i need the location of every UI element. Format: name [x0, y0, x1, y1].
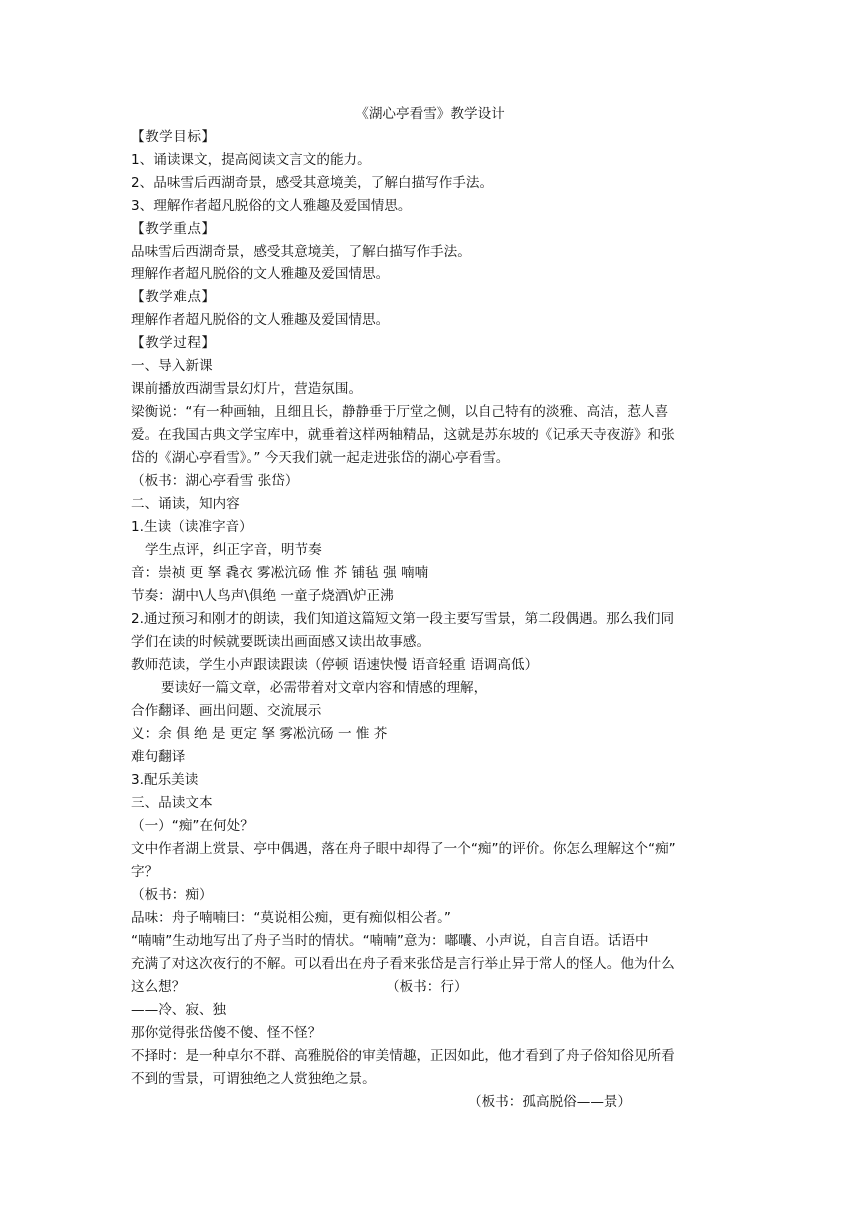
paragraph-line: 要读好一篇文章，必需带着对文章内容和情感的理解， [161, 680, 488, 696]
paragraph-line: 充满了对这次夜行的不解。可以看出在舟子看来张岱是言行举止异于常人的怪人。他为什么 [131, 956, 675, 972]
rhythm-list: 节奏：湖中\人鸟声\俱绝 一童子烧酒\炉正沸 [131, 588, 394, 604]
objective-item: 2、品味雪后西湖奇景，感受其意境美，了解白描写作手法。 [131, 175, 494, 191]
paragraph-line: 不择时：是一种卓尔不群、高雅脱俗的审美情趣，正因如此，他才看到了舟子俗知俗见所看 [131, 1048, 675, 1064]
board-note: （板书：孤高脱俗——景） [468, 1094, 632, 1110]
board-note: （板书：痴） [131, 887, 213, 903]
difficulty-item: 理解作者超凡脱俗的文人雅趣及爱国情思。 [131, 312, 390, 328]
objectives-heading: 【教学目标】 [131, 129, 216, 145]
section-title: 二、诵读，知内容 [131, 496, 240, 512]
paragraph-line: 不到的雪景，可谓独绝之人赏独绝之景。 [131, 1071, 376, 1087]
paragraph-line: 梁衡说：“有一种画轴，且细且长，静静垂于厅堂之侧，以自己特有的淡雅、高洁，惹人喜 [131, 404, 669, 420]
paragraph-line: 这么想？ [131, 979, 186, 995]
paragraph-line: 品味：舟子喃喃曰：“莫说相公痴，更有痴似相公者。” [131, 910, 451, 926]
paragraph-line: 学生点评，纠正字音，明节奏 [145, 542, 322, 558]
key-points-heading: 【教学重点】 [131, 221, 216, 237]
page-title: 《湖心亭看雪》教学设计 [355, 106, 505, 122]
paragraph-line: 教师范读，学生小声跟读跟读（停顿 语速快慢 语音轻重 语调高低） [131, 657, 539, 673]
paragraph-line: 岱的《湖心亭看雪》。” 今天我们就一起走进张岱的湖心亭看雪。 [131, 450, 510, 466]
subsection-title: 3.配乐美读 [131, 772, 199, 788]
paragraph-line: 难句翻译 [131, 749, 186, 765]
paragraph-line: 字？ [131, 864, 159, 880]
board-note: （板书：行） [386, 979, 468, 995]
paragraph-line: ——冷、寂、独 [131, 1002, 227, 1018]
paragraph-line: 爱。在我国古典文学宝库中，就垂着这样两轴精品，这就是苏东坡的《记承天寺夜游》和张 [131, 427, 675, 443]
paragraph-line: 文中作者湖上赏景、亭中偶遇，落在舟子眼中却得了一个“痴”的评价。你怎么理解这个“痴” [131, 841, 676, 857]
section-title: 三、品读文本 [131, 795, 213, 811]
subsection-title: 1.生读（读准字音） [131, 519, 253, 535]
pronunciation-list: 音：崇祯 更 拏 毳衣 雾凇沆砀 惟 芥 铺毡 强 喃喃 [131, 565, 429, 581]
paragraph-line: 学们在读的时候就要既读出画面感又读出故事感。 [131, 634, 431, 650]
paragraph-line: 课前播放西湖雪景幻灯片，营造氛围。 [131, 381, 363, 397]
process-heading: 【教学过程】 [131, 335, 216, 351]
paragraph-line: 合作翻译、画出问题、交流展示 [131, 703, 322, 719]
meaning-list: 义：余 俱 绝 是 更定 拏 雾凇沆砀 一 惟 芥 [131, 726, 388, 742]
section-title: 一、导入新课 [131, 358, 213, 374]
objective-item: 3、理解作者超凡脱俗的文人雅趣及爱国情思。 [131, 198, 412, 214]
difficulties-heading: 【教学难点】 [131, 289, 216, 305]
key-point-item: 理解作者超凡脱俗的文人雅趣及爱国情思。 [131, 266, 390, 282]
paragraph-line: 那你觉得张岱傻不傻、怪不怪？ [131, 1025, 322, 1041]
paragraph-line: “喃喃”生动地写出了舟子当时的情状。“喃喃”意为：嘟囔、小声说，自言自语。话语中 [131, 933, 649, 949]
objective-item: 1、诵读课文，提高阅读文言文的能力。 [131, 152, 371, 168]
question-title: （一）“痴”在何处？ [131, 818, 254, 834]
board-note: （板书：湖心亭看雪 张岱） [131, 473, 299, 489]
paragraph-line: 2.通过预习和刚才的朗读，我们知道这篇短文第一段主要写雪景，第二段偶遇。那么我们同 [131, 611, 675, 627]
key-point-item: 品味雪后西湖奇景，感受其意境美，了解白描写作手法。 [131, 244, 471, 260]
